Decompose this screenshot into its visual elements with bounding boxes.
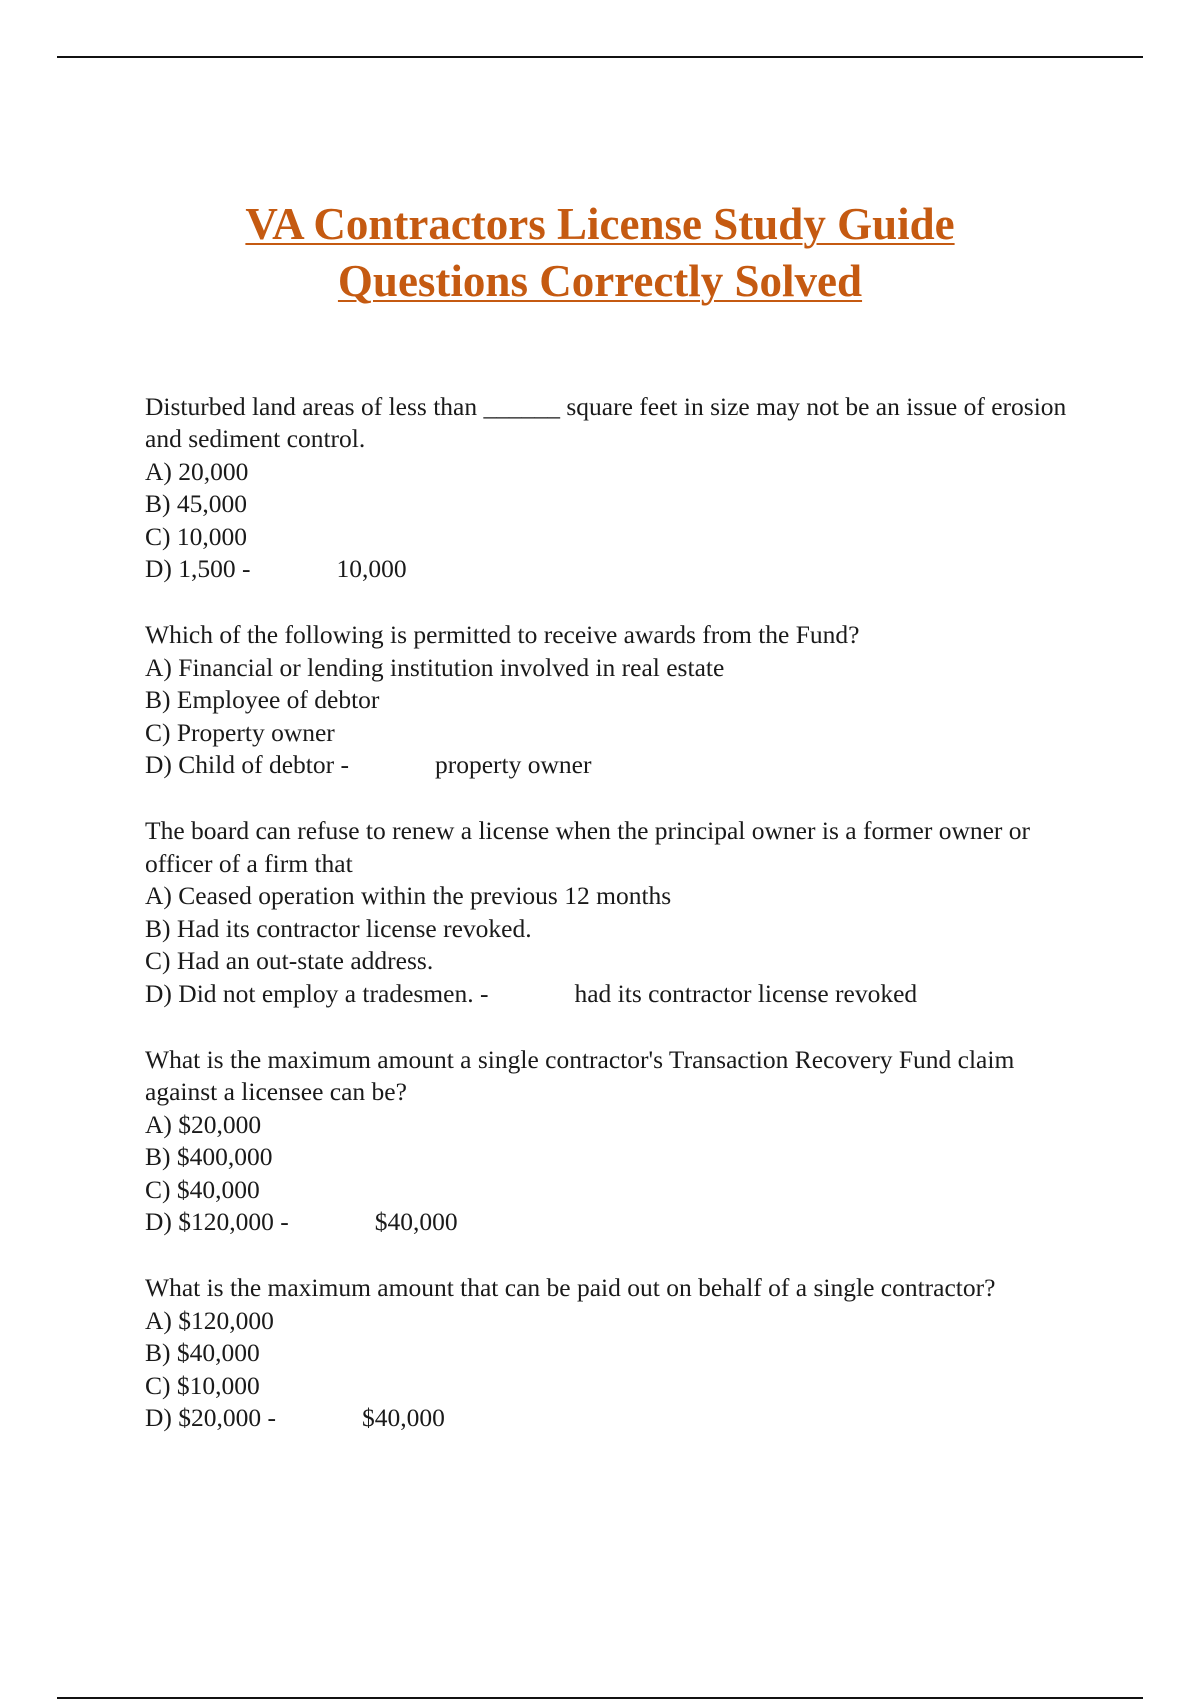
- option-d: D) $20,000 -: [145, 1402, 277, 1432]
- question-4: [145, 1044, 1105, 1238]
- bottom-rule: [57, 1697, 1143, 1699]
- title-line-2: Questions Correctly Solved: [337, 256, 863, 306]
- option-b: B) Employee of debtor: [145, 685, 380, 715]
- option-b: B) $400,000: [145, 1142, 273, 1172]
- correct-answer: 10,000: [336, 554, 407, 584]
- option-b: B) Had its contractor license revoked.: [145, 913, 532, 943]
- question-2: [145, 619, 1105, 781]
- correct-answer: $40,000: [362, 1402, 445, 1432]
- option-c: C) 10,000: [145, 521, 247, 551]
- option-d-with-answer: [145, 978, 1105, 1010]
- correct-answer: property owner: [434, 750, 592, 780]
- question-stem: What is the maximum amount a single contractor's Transaction Recovery Fund claim against a licensee can be?: [145, 1044, 1021, 1107]
- option-a: A) 20,000: [145, 456, 249, 486]
- question-stem: Disturbed land areas of less than ______ square feet in size may not be an issue of erosion and sediment control.: [145, 392, 1073, 454]
- question-5: [145, 1272, 1105, 1434]
- question-stem: Which of the following is permitted to receive awards from the Fund?: [145, 620, 860, 650]
- option-d: D) Did not employ a tradesmen. -: [145, 978, 489, 1008]
- option-c: C) Property owner: [145, 717, 335, 747]
- option-a: A) Ceased operation within the previous 12 months: [145, 881, 672, 911]
- option-b: B) 45,000: [145, 489, 247, 519]
- option-a: A) $20,000: [145, 1109, 262, 1139]
- question-1: [145, 391, 1105, 585]
- correct-answer: had its contractor license revoked: [574, 978, 918, 1008]
- title-line-1: VA Contractors License Study Guide: [245, 199, 955, 249]
- option-d-with-answer: [145, 1206, 1105, 1238]
- option-d: D) Child of debtor -: [145, 750, 349, 780]
- option-d-with-answer: [145, 1402, 1105, 1434]
- question-list: [145, 391, 1105, 1468]
- option-a: A) $120,000: [145, 1305, 274, 1335]
- question-stem: What is the maximum amount that can be paid out on behalf of a single contractor?: [145, 1273, 996, 1303]
- question-stem: The board can refuse to renew a license when the principal owner is a former owner or officer of a firm that: [145, 816, 1037, 878]
- option-c: C) $10,000: [145, 1370, 260, 1400]
- option-a: A) Financial or lending institution involved in real estate: [145, 652, 725, 682]
- option-c: C) Had an out-state address.: [145, 946, 434, 976]
- question-3: [145, 815, 1105, 1009]
- option-c: C) $40,000: [145, 1174, 260, 1204]
- correct-answer: $40,000: [374, 1206, 458, 1236]
- option-b: B) $40,000: [145, 1338, 260, 1368]
- option-d-with-answer: [145, 749, 1105, 781]
- option-d: D) 1,500 -: [145, 554, 251, 584]
- option-d-with-answer: [145, 553, 1105, 585]
- option-d: D) $120,000 -: [145, 1206, 289, 1236]
- document-title: [0, 196, 1200, 310]
- top-rule: [57, 56, 1143, 58]
